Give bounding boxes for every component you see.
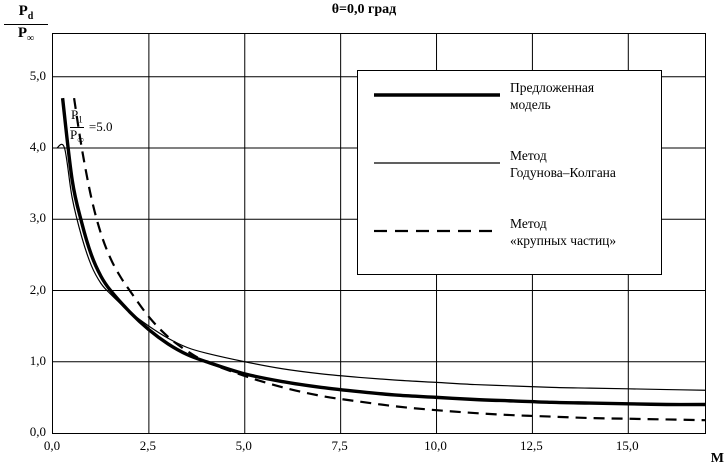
legend-label-line2: Годунова–Колгана bbox=[510, 165, 616, 180]
x-tick-label: 5,0 bbox=[235, 438, 252, 453]
legend-label-line2: модель bbox=[510, 97, 551, 112]
y-tick-label: 1,0 bbox=[29, 352, 46, 368]
legend-item bbox=[358, 147, 663, 193]
x-axis-label: M bbox=[710, 451, 724, 466]
annotation-equals: =5.0 bbox=[88, 119, 113, 135]
annotation-denominator-sub: ∞ bbox=[77, 134, 84, 145]
y-tick-label: 5,0 bbox=[29, 67, 46, 83]
y-axis-label bbox=[4, 4, 48, 46]
legend-label-line1: Метод bbox=[510, 216, 547, 231]
y-axis-label-denominator-sub: ∞ bbox=[27, 33, 35, 44]
annotation-pressure-ratio bbox=[70, 108, 113, 146]
legend-label bbox=[510, 147, 660, 181]
y-axis-label-numerator-sub: d bbox=[27, 11, 34, 22]
legend-label-line1: Метод bbox=[510, 148, 547, 163]
legend-label bbox=[510, 215, 660, 249]
legend-sample-dashed bbox=[372, 215, 502, 261]
legend-label-line1: Предложенная bbox=[510, 80, 595, 95]
legend-item bbox=[358, 215, 663, 261]
y-tick-label: 3,0 bbox=[29, 210, 46, 226]
annotation-denominator: P bbox=[70, 126, 78, 142]
y-axis-label-denominator: P bbox=[17, 25, 28, 41]
annotation-numerator: P bbox=[70, 107, 79, 122]
x-tick-label: 0,0 bbox=[43, 438, 61, 453]
legend-label bbox=[510, 79, 660, 113]
x-tick-label: 12,5 bbox=[520, 438, 543, 453]
x-tick-label: 2,5 bbox=[139, 438, 156, 453]
legend bbox=[357, 70, 662, 275]
x-tick-label: 10,0 bbox=[424, 438, 447, 453]
chart-title: θ=0,0 град bbox=[331, 2, 397, 17]
y-tick-label: 0,0 bbox=[29, 424, 46, 439]
y-axis-label-numerator: P bbox=[18, 3, 28, 19]
y-tick-label: 2,0 bbox=[29, 281, 46, 297]
legend-sample-thin-solid bbox=[372, 147, 502, 193]
legend-sample-thick-solid bbox=[372, 79, 502, 125]
x-tick-label: 15,0 bbox=[615, 438, 639, 453]
legend-item bbox=[358, 79, 663, 125]
x-tick-label: 7,5 bbox=[331, 438, 348, 453]
y-tick-label: 4,0 bbox=[29, 139, 46, 154]
annotation-numerator-sub: 1 bbox=[78, 114, 83, 125]
legend-label-line2: «крупных частиц» bbox=[510, 233, 617, 248]
